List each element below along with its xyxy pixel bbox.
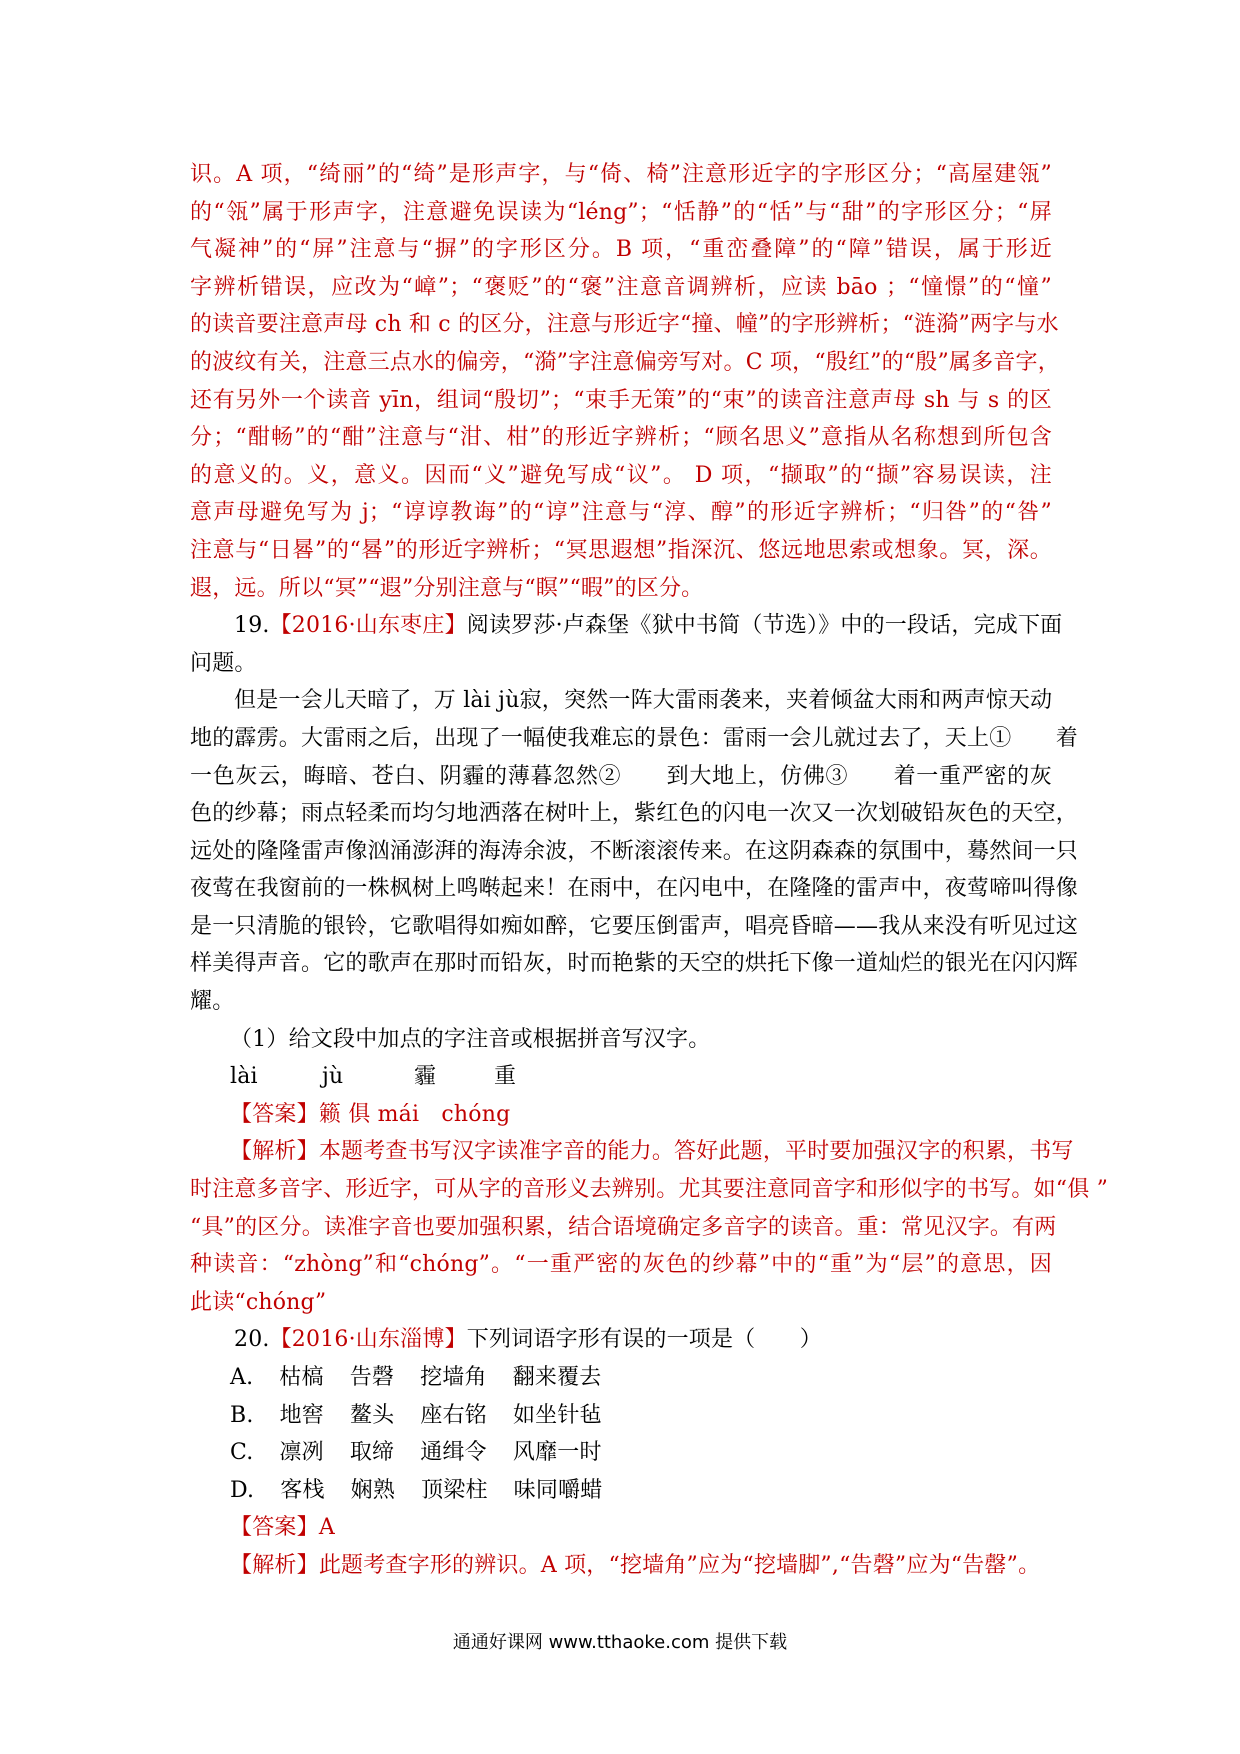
analysis-line: 时注意多音字、形近字，可从字的音形义去辨别。尤其要注意同音字和形似字的书写。如“俱 ” xyxy=(190,1177,1109,1203)
option-word: 味同嚼蜡 xyxy=(513,1477,603,1503)
option-word: 如坐针毡 xyxy=(512,1402,602,1428)
analysis-20 xyxy=(190,1547,1052,1585)
analysis-line: 种读音：“zhòng”和“chóng”。“一重严密的灰色的纱幕”中的“重”为“层”的意思，因 xyxy=(190,1252,1052,1278)
option-word: 挖墙角 xyxy=(420,1365,487,1390)
option-letter: C. xyxy=(230,1440,254,1466)
passage-line: 地的霹雳。大雷雨之后，出现了一幅使我难忘的景色：雷雨一会儿就过去了，天上① 着 xyxy=(190,725,1079,751)
question-20 xyxy=(190,1321,1052,1584)
intro-line: 还有另外一个读音 yīn，组词“殷切”；“束手无策”的“束”的读音注意声母 sh 与 s 的区 xyxy=(190,387,1052,413)
option-letter: A. xyxy=(230,1365,254,1390)
option-b xyxy=(190,1397,1052,1435)
analysis-text: 此题考查字形的辨识。A 项，“挖墙角”应为“挖墙脚”,“告磬”应为“告罄”。 xyxy=(318,1552,1041,1578)
passage-line: 色的纱幕；雨点轻柔而均匀地洒落在树叶上，紫红色的闪电一次又一次划破铅灰色的天空， xyxy=(190,801,1079,827)
intro-line: 识。A 项，“绮丽”的“绮”是形声字，与“倚、椅”注意形近字的字形区分；“高屋建瓴” xyxy=(190,162,1052,187)
analysis-line: 此读“chóng” xyxy=(190,1289,327,1315)
question-source: 【2016·山东淄博】 xyxy=(269,1327,467,1353)
option-letter: B. xyxy=(230,1402,254,1428)
analysis-text: 本题考查书写汉字读准字音的能力。答好此题，平时要加强汉字的积累，书写 xyxy=(318,1139,1074,1165)
pinyin-item: jù xyxy=(322,1064,344,1090)
option-word: 凛冽 xyxy=(279,1440,324,1466)
option-letter: D. xyxy=(230,1477,255,1503)
option-c xyxy=(190,1434,1052,1472)
pinyin-item: 霾 xyxy=(414,1064,437,1090)
answer-label: 【答案】 xyxy=(230,1515,319,1541)
option-word: 鳌头 xyxy=(349,1402,395,1428)
question-number: 20. xyxy=(234,1327,270,1353)
intro-line: 分；“酣畅”的“酣”注意与“泔、柑”的形近字辨析；“顾名思义”意指从名称想到所包含 xyxy=(190,425,1052,451)
option-a xyxy=(190,1359,1052,1397)
document-page xyxy=(190,156,1109,1585)
sub-question-1: （1）给文段中加点的字注音或根据拼音写汉字。 xyxy=(230,1026,711,1052)
analysis-label: 【解析】 xyxy=(230,1139,319,1165)
intro-line: 遐，远。所以“冥”“遐”分别注意与“瞑”“暇”的区分。 xyxy=(190,575,704,601)
question-19-heading xyxy=(190,607,1063,645)
intro-analysis xyxy=(190,156,1060,607)
option-word: 座右铭 xyxy=(420,1402,487,1428)
intro-line: 的意义的。义，意义。因而“义”避免写成“议”。 D 项，“撷取”的“撷”容易误读，注 xyxy=(190,462,1052,488)
passage-line: 但是一会儿天暗了，万 lài jù寂，突然一阵大雷雨袭来，夹着倾盆大雨和两声惊天动 xyxy=(234,688,1053,714)
option-word: 顶梁柱 xyxy=(421,1477,488,1503)
passage-line: 一色灰云，晦暗、苍白、阴霾的薄暮忽然② 到大地上，仿佛③ 着一重严密的灰 xyxy=(190,763,1052,789)
question-source: 【2016·山东枣庄】 xyxy=(269,613,467,639)
passage-line: 样美得声音。它的歌声在那时而铅灰，时而艳紫的天空的烘托下像一道灿烂的银光在闪闪辉 xyxy=(190,951,1079,977)
option-word: 娴熟 xyxy=(350,1477,396,1503)
answer-text: A xyxy=(318,1515,335,1541)
passage-line: 耀。 xyxy=(190,989,235,1015)
option-word: 通缉令 xyxy=(420,1440,487,1466)
analysis-line: “具”的区分。读准字音也要加强积累，结合语境确定多音字的读音。重：常见汉字。有两 xyxy=(190,1214,1057,1240)
pinyin-item: lài xyxy=(230,1064,258,1090)
page-footer: 通通好课网 www.tthaoke.com 提供下载 xyxy=(452,1632,788,1653)
passage-line: 远处的隆隆雷声像汹涌澎湃的海涛余波，不断滚滚传来。在这阴森森的氛围中，蓦然间一只 xyxy=(190,838,1079,864)
intro-line: 注意与“日晷”的“晷”的形近字辨析；“冥思遐想”指深沉、悠远地思索或想象。冥，深。 xyxy=(190,537,1052,563)
question-prompt: 下列词语字形有误的一项是（ ） xyxy=(466,1327,822,1353)
question-prompt-cont: 问题。 xyxy=(190,650,257,676)
intro-line: 的读音要注意声母 ch 和 c 的区分，注意与形近字“撞、幢”的字形辨析；“涟漪”两字与水 xyxy=(190,312,1059,338)
answer-20 xyxy=(190,1509,1052,1547)
option-word: 翻来覆去 xyxy=(512,1365,602,1390)
analysis-19 xyxy=(190,1133,1109,1321)
intro-line: 字辨析错误，应改为“嶂”；“褒贬”的“褒”注意音调辨析，应读 bāo ；“憧憬”的“憧” xyxy=(190,274,1052,300)
intro-line: 的“瓴”属于形声字，注意避免误读为“léng”；“恬静”的“恬”与“甜”的字形区分；“屏 xyxy=(190,199,1052,225)
passage-line: 夜莺在我窗前的一株枫树上鸣啭起来！在雨中，在闪电中，在隆隆的雷声中，夜莺啼叫得像 xyxy=(190,876,1079,902)
analysis-label: 【解析】 xyxy=(230,1552,319,1578)
question-prompt: 阅读罗莎·卢森堡《狱中书简（节选）》中的一段话，完成下面 xyxy=(466,613,1063,639)
option-d xyxy=(190,1472,1052,1510)
question-number: 19. xyxy=(234,613,270,639)
passage-line: 是一只清脆的银铃，它歌唱得如痴如醉，它要压倒雷声，唱亮昏暗——我从来没有听见过这 xyxy=(190,913,1079,939)
option-word: 风靡一时 xyxy=(512,1440,602,1466)
option-word: 枯槁 xyxy=(279,1365,324,1390)
question-19 xyxy=(190,607,1109,1321)
option-word: 客栈 xyxy=(280,1477,325,1503)
intro-line: 意声母避免写为 j；“谆谆教诲”的“谆”注意与“淳、醇”的形近字辨析；“归咎”的“咎” xyxy=(190,500,1052,526)
analysis-line xyxy=(190,1133,1074,1171)
answer-text: 籁 俱 mái chóng xyxy=(318,1101,511,1127)
answer-label: 【答案】 xyxy=(230,1101,319,1127)
option-word: 地窖 xyxy=(279,1402,324,1428)
intro-line: 的波纹有关，注意三点水的偏旁，“漪”字注意偏旁写对。C 项，“殷红”的“殷”属多音字， xyxy=(190,349,1060,375)
passage xyxy=(190,682,1079,1020)
option-word: 取缔 xyxy=(349,1440,395,1466)
pinyin-item: 重 xyxy=(494,1064,517,1090)
option-word: 告磬 xyxy=(349,1365,395,1390)
intro-line: 气凝神”的“屏”注意与“摒”的字形区分。B 项，“重峦叠障”的“障”错误，属于形近 xyxy=(190,237,1052,263)
question-20-heading xyxy=(190,1321,1052,1359)
pinyin-row xyxy=(190,1058,1052,1096)
answer-19 xyxy=(190,1096,1052,1134)
